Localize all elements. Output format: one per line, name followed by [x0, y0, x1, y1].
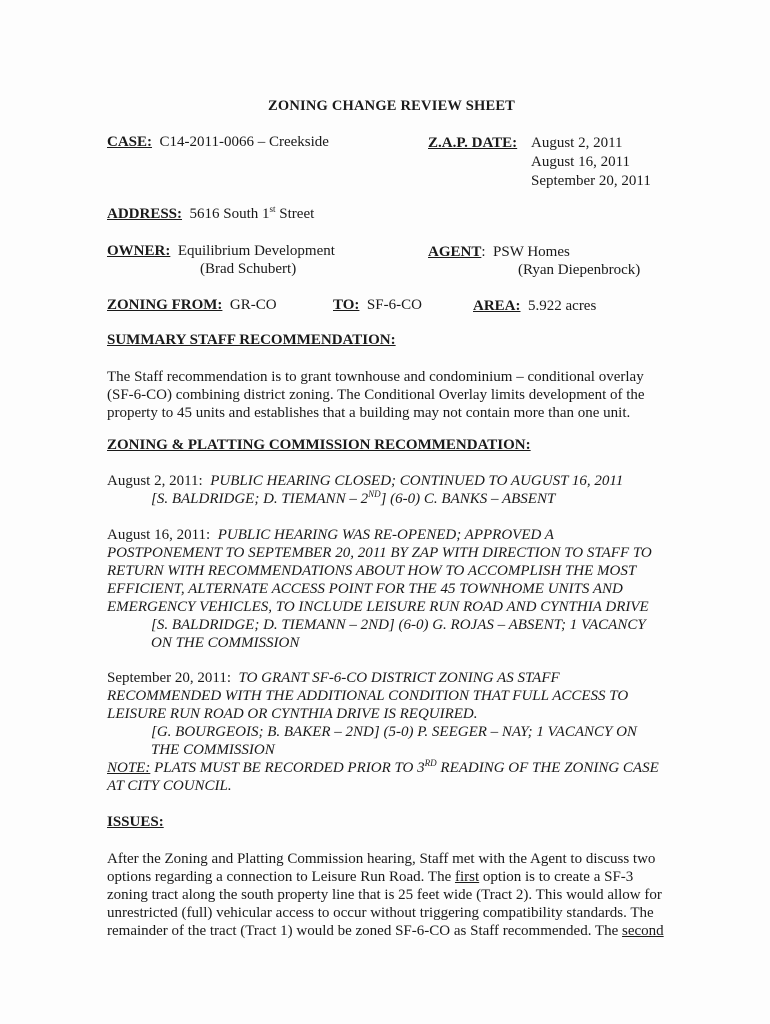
owner-contact: (Brad Schubert) — [200, 261, 297, 277]
case-value: C14-2011-0066 – Creekside — [159, 134, 329, 150]
area-field — [473, 297, 596, 315]
commission-heading: ZONING & PLATTING COMMISSION RECOMMENDATION: — [107, 437, 531, 453]
owner-field — [107, 242, 335, 260]
area-value: 5.922 acres — [528, 298, 597, 314]
case-label: CASE: — [107, 134, 153, 150]
zap-date-label: Z.A.P. DATE: — [428, 135, 518, 151]
owner-label: OWNER: — [107, 243, 171, 259]
entry1-date: August 2, 2011: — [107, 473, 203, 489]
case-field — [107, 133, 329, 151]
zoning-from-value: GR-CO — [229, 297, 277, 313]
entry3-date: September 20, 2011: — [107, 670, 232, 686]
zoning-to-value: SF-6-CO — [366, 297, 422, 313]
zoning-to-label: TO: — [333, 297, 360, 313]
zoning-from-label: ZONING FROM: — [107, 297, 223, 313]
address-label: ADDRESS: — [107, 206, 183, 222]
owner-name: Equilibrium Development — [177, 243, 335, 259]
summary-text: The Staff recommendation is to grant townhouse and condominium – conditional overlay (SF-6-CO) combining district zoning. The Conditional Overlay limits development of the property to 45 units and establishes that a building may not contain more than one unit. — [107, 369, 645, 421]
summary-heading: SUMMARY STAFF RECOMMENDATION: — [107, 332, 396, 348]
entry2-date: August 16, 2011: — [107, 527, 211, 543]
agent-label: AGENT — [428, 244, 482, 260]
plat-note: NOTE: PLATS MUST BE RECORDED PRIOR TO 3RD READING OF THE ZONING CASE — [107, 758, 659, 776]
agent-contact: (Ryan Diepenbrock) — [518, 262, 641, 278]
zap-date-3: September 20, 2011 — [531, 173, 651, 189]
zap-date-2: August 16, 2011 — [531, 154, 631, 170]
address-value: 5616 South 1st Street — [189, 204, 315, 222]
zoning-from-field — [107, 296, 277, 314]
zap-date-field — [428, 134, 517, 152]
issues-text: After the Zoning and Platting Commission hearing, Staff met with the Agent to discuss two options regarding a connection to Leisure Run Road. The first option is to create a SF-3 zoning tract along the south property line that is 25 feet wide (Tract 2). This would allow for unrestricted (full) vehicular access to occur without triggering compatibility standards. The remainder of the tract (Tract 1) would be zoned SF-6-CO as Staff recommended. The second — [107, 851, 664, 939]
issues-heading: ISSUES: — [107, 814, 164, 830]
area-label: AREA: — [473, 298, 521, 314]
commission-entry-2: August 16, 2011: PUBLIC HEARING WAS RE-OPENED; APPROVED A POSTPONEMENT TO SEPTEMBER 20, 2011 BY ZAP WITH DIRECTION TO STAFF TO RETURN WITH RECOMMENDATIONS ABOUT HOW TO ACCOMPLISH THE MOST EFFICIENT, ALTERNATE ACCESS POINT FOR THE 45 TOWNHOME UNITS AND EMERGENCY VEHICLES, TO INCLUDE LEISURE RUN ROAD AND CYNTHIA DRIVE [S. BALDRIDGE; D. TIEMANN – 2ND] (6-0) G. ROJAS – ABSENT; 1 VACANCY ON THE COMMISSION — [107, 527, 652, 651]
agent-name: PSW Homes — [493, 244, 570, 260]
agent-field: AGENT: PSW Homes — [428, 244, 570, 260]
commission-entry-3: September 20, 2011: TO GRANT SF-6-CO DISTRICT ZONING AS STAFF RECOMMENDED WITH THE ADDITIONAL CONDITION THAT FULL ACCESS TO LEISURE RUN ROAD OR CYNTHIA DRIVE IS REQUIRED. [G. BOURGEOIS; B. BAKER – 2ND] (5-0) P. SEEGER – NAY; 1 VACANCY ON THE COMMISSION NOTE: PLATS MUST BE RECORDED PRIOR TO 3RD READING OF THE ZONING CASE AT CITY COUNCIL. — [107, 669, 682, 795]
address-field — [107, 205, 314, 223]
zap-date-1: August 2, 2011 — [531, 135, 623, 151]
zoning-to-field — [333, 296, 422, 314]
page-title: ZONING CHANGE REVIEW SHEET — [268, 98, 516, 114]
commission-entry-1: August 2, 2011: PUBLIC HEARING CLOSED; CONTINUED TO AUGUST 16, 2011 [S. BALDRIDGE; D. TIEMANN – 2ND] (6-0) C. BANKS – ABSENT — [107, 473, 624, 507]
